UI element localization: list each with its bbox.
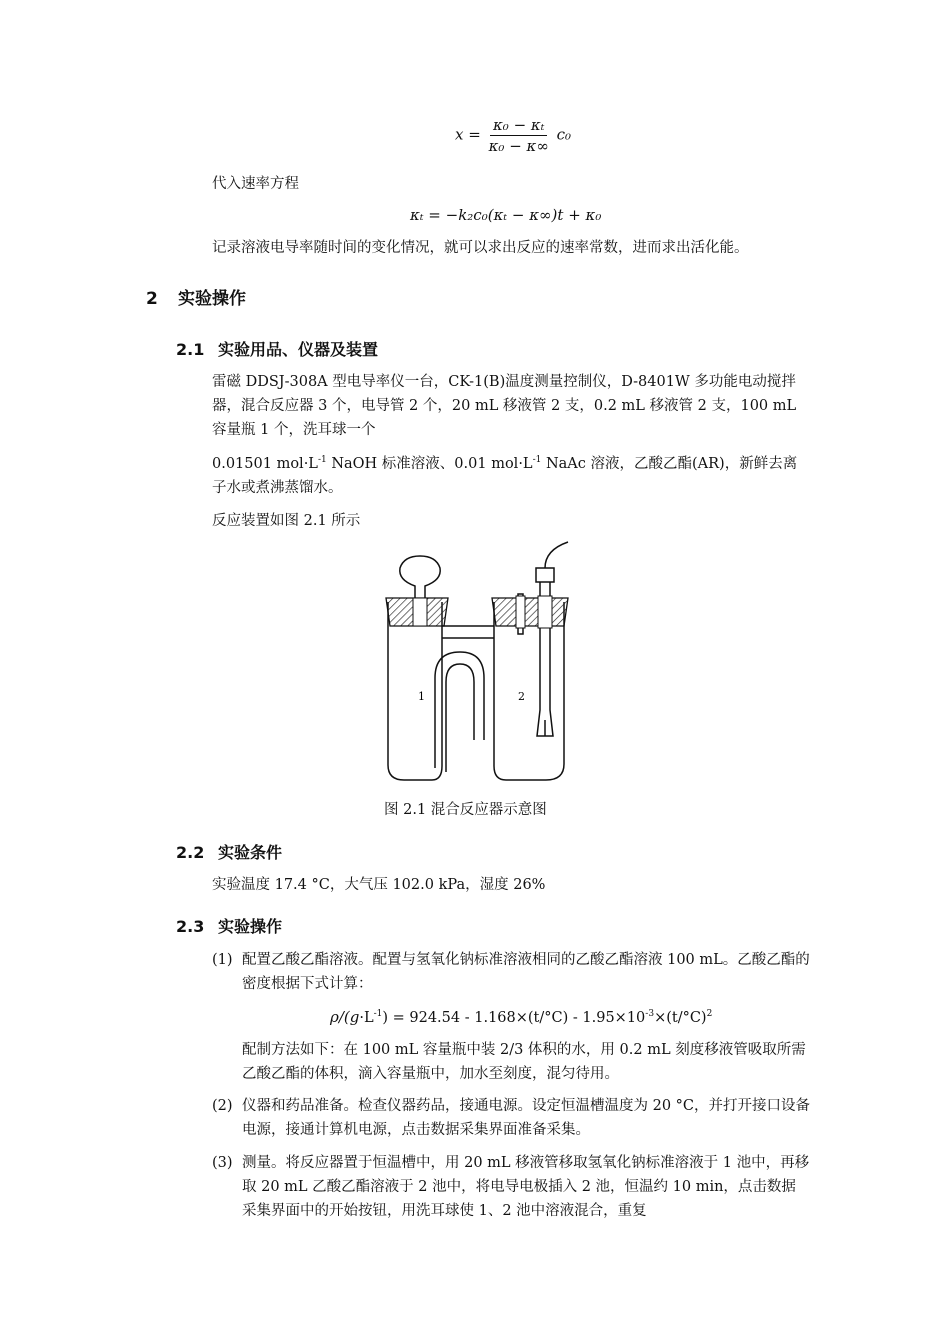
reagents-paragraph: 0.01501 $mol\cdot L^{-1}$ NaOH 标准溶液、0.01 $mol\cdot L^{-1}$ NaAc 溶液，乙酸乙酯(AR)，新鲜去离子水或煮沸蒸馏水。: [212, 455, 798, 496]
record-text: 记录溶液电导率随时间的变化情况，就可以求出反应的速率常数，进而求出活化能。: [212, 240, 749, 256]
section-2-3-number: 2.3: [176, 917, 205, 936]
vessel-1-outline: [388, 602, 442, 780]
connector-tube: [442, 626, 494, 638]
density-part-b: L: [363, 1010, 374, 1026]
reagents-sup-2: -1: [532, 455, 542, 466]
intro-rate-text: 代入速率方程: [212, 176, 299, 192]
prep-paragraph: 配制方法如下：在 100 mL 容量瓶中装 2/3 体积的水，用 0.2 mL 刻度移液管吸取所需乙酸乙酯的体积，滴入容量瓶中，加水至刻度，混匀待用。: [242, 1042, 806, 1082]
reagents-part-a: 0.01501 mol: [212, 456, 304, 472]
reagents-part-e: NaAc 溶液，乙酸乙酯(AR)，新鲜去离子水或煮沸蒸馏水。: [212, 456, 798, 496]
step-2: [212, 1094, 810, 1142]
pool-1-label: 1: [418, 690, 425, 703]
density-equation: $\rho/(g\cdot L^{-1}) = 924.54 - 1.168\times(t/^\circ C) - 1.95\times 10^{-3}\times(t/^\circ C)^2$: [330, 1008, 713, 1026]
device-paragraph: 反应装置如图 2.1 所示: [212, 513, 361, 529]
step-2-text: 仪器和药品准备。检查仪器药品，接通电源。设定恒温槽温度为 20 °C，并打开接口设备电源，接通计算机电源，点击数据采集界面准备采集。: [242, 1098, 811, 1138]
section-2-3-title: 实验操作: [218, 917, 283, 936]
section-2-2-title: 实验条件: [218, 843, 283, 862]
electrode-cap: [536, 568, 554, 582]
reactor-diagram: [380, 540, 580, 785]
section-2-1-heading: [176, 337, 378, 360]
density-sup-2: -3: [645, 1009, 655, 1020]
section-2-heading: [146, 284, 246, 309]
section-2-2-number: 2.2: [176, 843, 205, 862]
conditions-paragraph: 实验温度 17.4 °C，大气压 102.0 kPa，湿度 26%: [212, 877, 546, 893]
equation-x: [455, 116, 571, 155]
pool-2-label: 2: [518, 690, 525, 703]
vessel-2-outline: [494, 602, 564, 780]
eq-x-lhs: x =: [455, 125, 481, 144]
step-3-mark: (3): [212, 1155, 233, 1171]
reagents-part-c: NaOH 标准溶液、0.01 mol: [326, 456, 519, 472]
section-2-title: 实验操作: [178, 289, 246, 309]
step-2-mark: (2): [212, 1098, 233, 1114]
stopper-right: [492, 598, 568, 626]
eq-x-tail: c₀: [556, 125, 572, 144]
step-1-mark: (1): [212, 952, 233, 968]
section-2-1-number: 2.1: [176, 340, 205, 359]
eq-x-denominator: κ₀ − κ∞: [488, 137, 549, 155]
section-2-number: 2: [146, 289, 158, 309]
step-1: [212, 948, 810, 996]
step-3-text: 测量。将反应器置于恒温槽中，用 20 mL 移液管移取氢氧化钠标准溶液于 1 池中，再移取 20 mL 乙酸乙酯溶液于 2 池中，将电导电极插入 2 池，恒温约 10 min，点击数据采集界面中的开始按钮，用洗耳球使 1、2 池中溶液混合，重复: [242, 1155, 810, 1219]
density-part-d: ×(t/°C): [654, 1010, 707, 1026]
reagents-sup-1: -1: [317, 455, 327, 466]
reagents-part-b: L: [308, 456, 318, 472]
density-part-c: ) = 924.54 - 1.168×(t/°C) - 1.95×10: [382, 1010, 646, 1026]
instruments-paragraph: 雷磁 DDSJ-308A 型电导率仪一台，CK-1(B)温度测量控制仪，D-8401W 多功能电动搅拌器，混合反应器 3 个，电导管 2 个，20 mL 移液管 2 支，0.2 mL 移液管 2 支，100 mL 容量瓶 1 个，洗耳球一个: [212, 374, 797, 438]
figure-caption: 图 2.1 混合反应器示意图: [384, 802, 547, 818]
electrode-cable: [545, 542, 568, 568]
density-sup-1: -1: [373, 1009, 383, 1020]
reagents-part-d: L: [522, 456, 533, 472]
section-2-2-heading: [176, 840, 282, 863]
equation-rate: κₜ = −k₂c₀(κₜ − κ∞)t + κ₀: [410, 206, 602, 224]
density-sup-3: 2: [706, 1009, 713, 1020]
step-1-text: 配置乙酸乙酯溶液。配置与氢氧化钠标准溶液相同的乙酸乙酯溶液 100 mL。乙酸乙酯的密度根据下式计算：: [242, 952, 810, 992]
section-2-3-heading: [176, 914, 282, 937]
density-part-a: ρ/(g: [330, 1008, 360, 1026]
step-3: [212, 1151, 810, 1223]
section-2-1-title: 实验用品、仪器及装置: [218, 340, 379, 359]
eq-x-numerator: κ₀ − κₜ: [490, 116, 548, 136]
eq-x-fraction: [486, 116, 552, 155]
